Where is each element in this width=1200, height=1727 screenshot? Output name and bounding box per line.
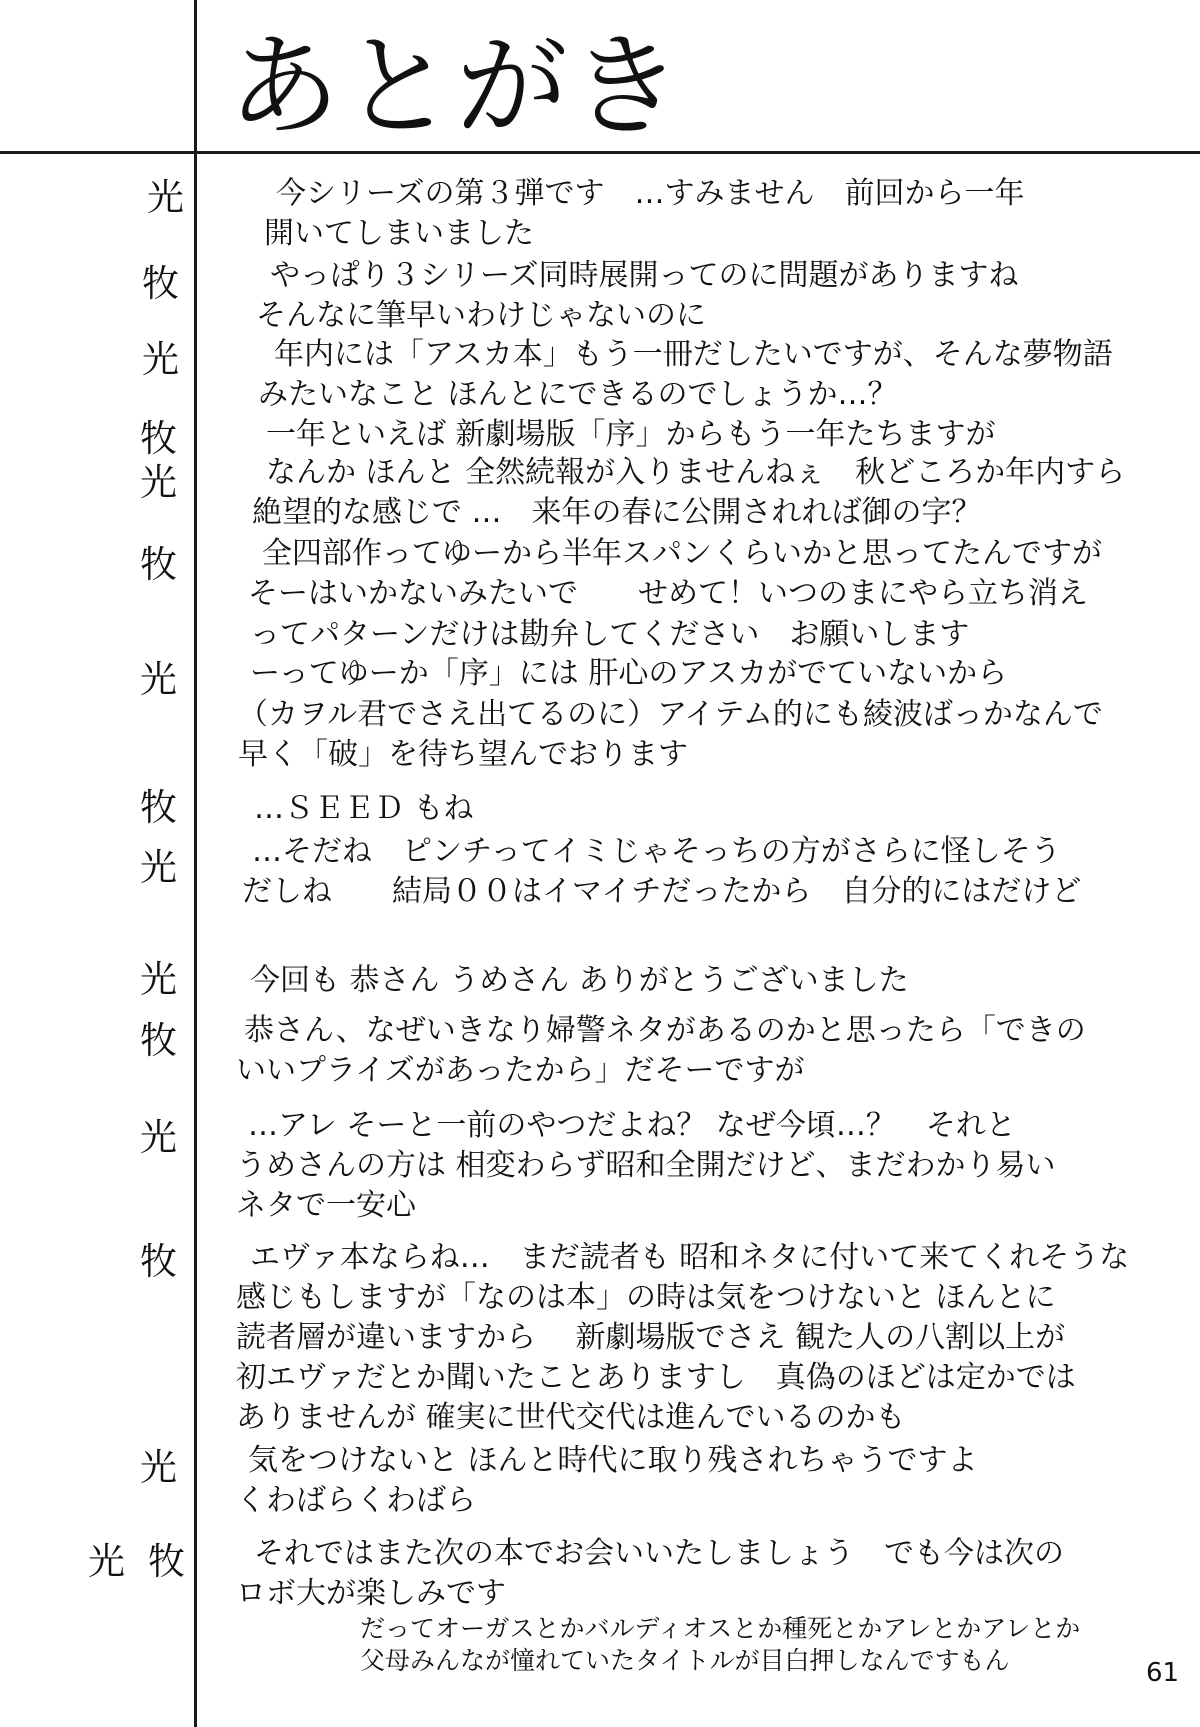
dialogue-line: そんなに筆早いわけじゃないのに: [256, 298, 706, 333]
dialogue-line: ありませんが 確実に世代交代は進んでいるのかも: [236, 1400, 906, 1435]
dialogue-line: 読者層が違いますから 新劇場版でさえ 観た人の八割以上が: [236, 1320, 1066, 1355]
dialogue-line: ってパターンだけは勘弁してください お願いします: [250, 617, 970, 652]
dialogue-line: いいプライズがあったから」だそーですが: [236, 1053, 805, 1088]
speaker-label: 光: [140, 1116, 177, 1159]
dialogue-line: 気をつけないと ほんと時代に取り残されちゃうですよ: [248, 1443, 978, 1478]
speaker-label: 牧: [140, 543, 177, 586]
dialogue-line: 絶望的な感じで … 来年の春に公開されれば御の字？: [252, 495, 982, 530]
dialogue-line: 今シリーズの第３弾です …すみません 前回から一年: [276, 176, 1025, 211]
speaker-label: 牧: [140, 786, 177, 829]
dialogue-line: 開いてしまいました: [264, 216, 534, 251]
dialogue-line: エヴァ本ならね… まだ読者も 昭和ネタに付いて来てくれそうな: [250, 1240, 1130, 1275]
dialogue-line: 早く「破」を待ち望んでおります: [238, 737, 688, 772]
dialogue-line: 一年といえば 新劇場版「序」からもう一年たちますが: [266, 417, 996, 452]
speaker-label: 光: [140, 1446, 177, 1489]
dialogue-line: みたいなこと ほんとにできるのでしょうか…？: [258, 377, 898, 412]
dialogue-line: 年内には「アスカ本」もう一冊だしたいですが、そんな夢物語: [274, 337, 1113, 372]
speaker-label: 光: [140, 461, 177, 504]
dialogue-line: 感じもしますが「なのは本」の時は気をつけないと ほんとに: [236, 1280, 1056, 1315]
speaker-label: 光: [140, 846, 177, 889]
speaker-label: 牧: [148, 1540, 185, 1583]
dialogue-line: やっぱり３シリーズ同時展開ってのに問題がありますね: [270, 258, 1019, 293]
dialogue-line: ネタで一安心: [236, 1188, 416, 1223]
vertical-rule: [194, 0, 197, 1727]
dialogue-line: だしね 結局００はイマイチだったから 自分的にはだけど: [242, 874, 1082, 909]
dialogue-line: うめさんの方は 相変わらず昭和全開だけど、まだわかり易い: [236, 1148, 1056, 1183]
speaker-label: 光: [140, 658, 177, 701]
speaker-label: 光: [142, 338, 179, 381]
speaker-label: 牧: [140, 1019, 177, 1062]
dialogue-line: それではまた次の本でお会いいたしましょう でも今は次の: [254, 1536, 1064, 1571]
page-number: 61: [1146, 1658, 1180, 1688]
speaker-label: 牧: [142, 262, 179, 305]
dialogue-line: …アレ そーと一前のやつだよね？ なぜ今頃…？ それと: [248, 1108, 1016, 1143]
footnote-line: だってオーガスとかバルディオスとか種死とかアレとかアレとか: [360, 1614, 1081, 1643]
speaker-label: 光: [140, 958, 177, 1001]
dialogue-line: くわばらくわばら: [236, 1483, 476, 1518]
dialogue-line: なんか ほんと 全然続報が入りませんねぇ 秋どころか年内すら: [266, 455, 1126, 490]
speaker-label: 牧: [140, 417, 177, 460]
dialogue-line: 恭さん、なぜいきなり婦警ネタがあるのかと思ったら「できの: [244, 1013, 1086, 1048]
dialogue-line: （カヲル君でさえ出てるのに）アイテム的にも綾波ばっかなんで: [238, 697, 1103, 732]
dialogue-line: …そだね ピンチってイミじゃそっちの方がさらに怪しそう: [252, 834, 1061, 869]
page-title: あとがき: [228, 22, 684, 152]
speaker-label: 光: [88, 1540, 125, 1583]
dialogue-line: 今回も 恭さん うめさん ありがとうございました: [250, 963, 909, 998]
dialogue-line: そーはいかないみたいで せめて！いつのまにやら立ち消え: [248, 576, 1088, 611]
speaker-label: 牧: [140, 1240, 177, 1283]
footnote-line: 父母みんなが憧れていたタイトルが目白押しなんですもん: [360, 1646, 1010, 1675]
dialogue-line: 全四部作ってゆーから半年スパンくらいかと思ってたんですが: [262, 536, 1102, 571]
dialogue-line: ロボ大が楽しみです: [236, 1576, 506, 1611]
speaker-label: 光: [147, 176, 184, 219]
dialogue-line: ーってゆーか「序」には 肝心のアスカがでていないから: [250, 656, 1008, 691]
dialogue-line: 初エヴァだとか聞いたことありますし 真偽のほどは定かでは: [236, 1360, 1076, 1395]
dialogue-line: …ＳＥＥＤ もね: [254, 791, 474, 826]
